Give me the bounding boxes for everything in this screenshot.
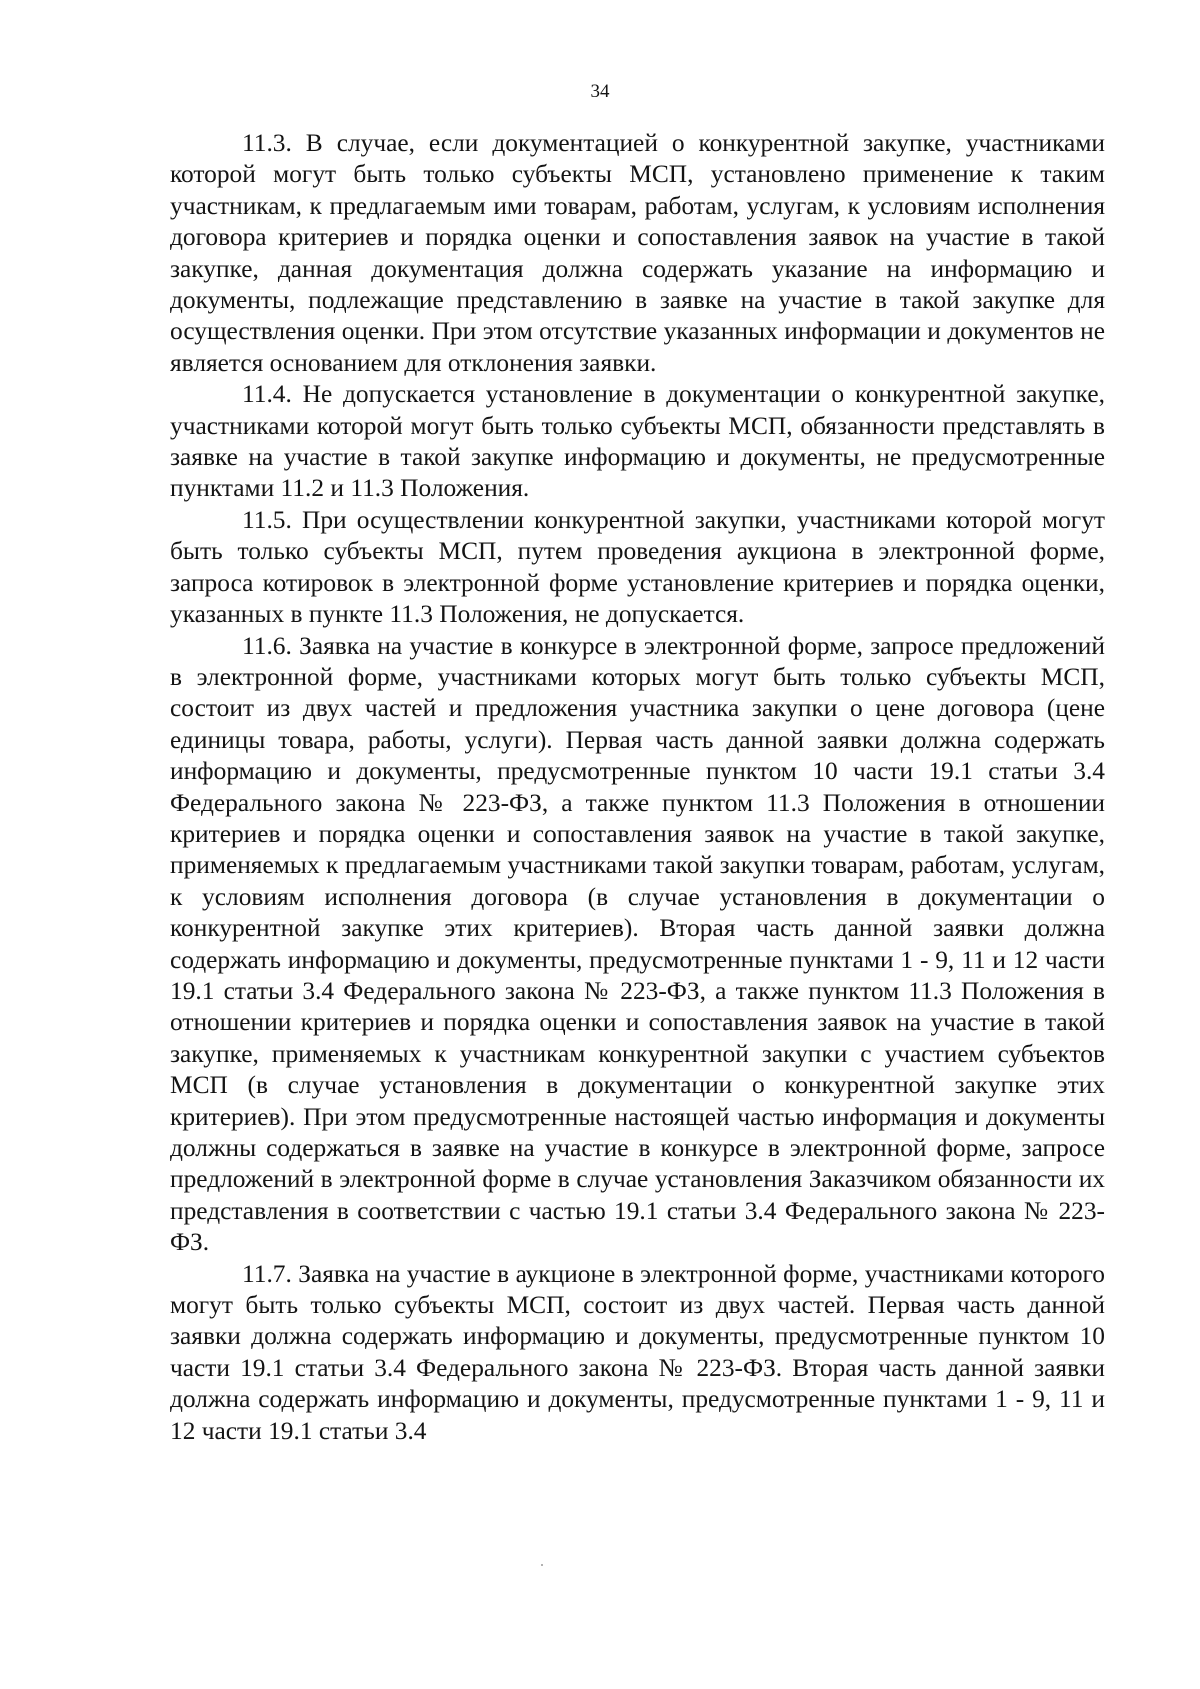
paragraph-11-4: 11.4. Не допускается установление в документации о конкурентной закупке, участниками которой могут быть только субъекты МСП, обязанности представлять в заявке на участие в такой закупке информацию и документы, не предусмотренные пунктами 11.2 и 11.3 Положения. — [170, 380, 1105, 503]
page-number: 34 — [590, 81, 610, 102]
paragraph-11-5: 11.5. При осуществлении конкурентной закупки, участниками которой могут быть только субъекты МСП, путем проведения аукциона в электронной форме, запроса котировок в электронной форме установление критериев и порядка оценки, указанных в пункте 11.3 Положения, не допускается. — [170, 505, 1105, 629]
paragraph-11-3: 11.3. В случае, если документацией о конкурентной закупке, участниками которой могут быть только субъекты МСП, установлено применение к таким участникам, к предлагаемым ими товарам, работам, услугам, к условиям исполнения договора критериев и порядка оценки и сопоставления заявок на участие в такой закупке, данная документация должна содержать указание на информацию и документы, подлежащие представлению в заявке на участие в такой закупке для осуществления оценки. При этом отсутствие указанных информации и документов не является основанием для отклонения заявки. — [170, 129, 1105, 377]
document-body — [170, 128, 1105, 1447]
paragraph-11-6: 11.6. Заявка на участие в конкурсе в электронной форме, запросе предложений в электронной форме, участниками которых могут быть только субъекты МСП, состоит из двух частей и предложения участника закупки о цене договора (цене единицы товара, работы, услуги). Первая часть данной заявки должна содержать информацию и документы, предусмотренные пунктом 10 части 19.1 статьи 3.4 Федерального закона № 223-ФЗ, а также пунктом 11.3 Положения в отношении критериев и порядка оценки и сопоставления заявок на участие в такой закупке, применяемых к предлагаемым участниками такой закупки товарам, работам, услугам, к условиям исполнения договора (в случае установления в документации о конкурентной закупке этих критериев). Вторая часть данной заявки должна содержать информацию и документы, предусмотренные пунктами 1 - 9, 11 и 12 части 19.1 статьи 3.4 Федерального закона № 223-ФЗ, а также пунктом 11.3 Положения в отношении критериев и порядка оценки и сопоставления заявок на участие в такой закупке, применяемых к участникам конкурентной закупки с участием субъектов МСП (в случае установления в документации о конкурентной закупке этих критериев). При этом предусмотренные настоящей частью информация и документы должны содержаться в заявке на участие в конкурсе в электронной форме, запросе предложений в электронной форме в случае установления Заказчиком обязанности их представления в соответствии с частью 19.1 статьи 3.4 Федерального закона № 223-ФЗ. — [170, 631, 1105, 1257]
scan-speck — [541, 1564, 543, 1566]
paragraph-11-7: 11.7. Заявка на участие в аукционе в электронной форме, участниками которого могут быть только субъекты МСП, состоит из двух частей. Первая часть данной заявки должна содержать информацию и документы, предусмотренные пунктом 10 части 19.1 статьи 3.4 Федерального закона № 223-ФЗ. Вторая часть данной заявки должна содержать информацию и документы, предусмотренные пунктами 1 - 9, 11 и 12 части 19.1 статьи 3.4 — [170, 1259, 1105, 1445]
